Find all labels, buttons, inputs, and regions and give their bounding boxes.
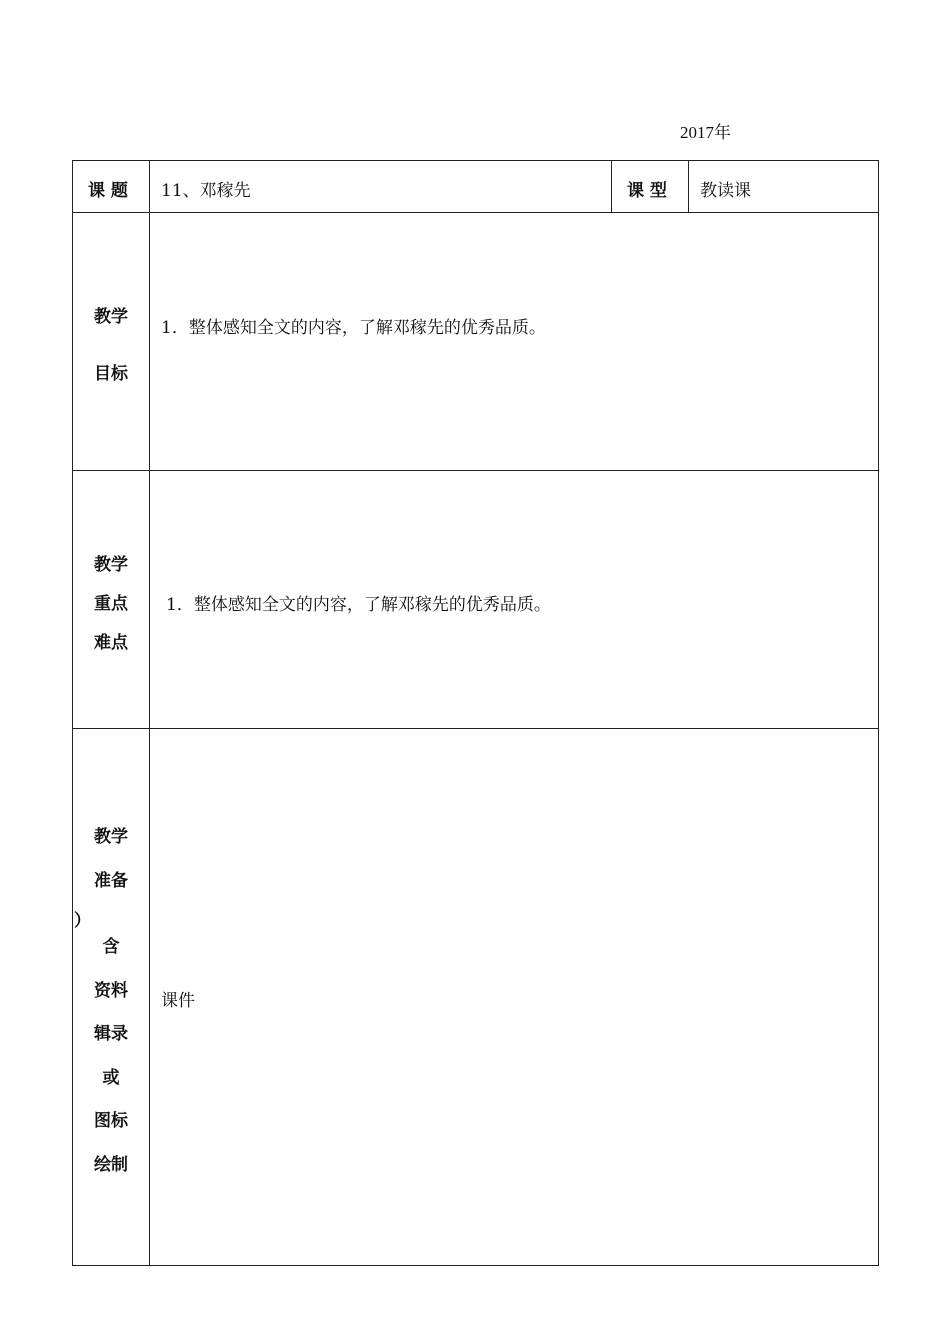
preparation-label-line: 资料 [94, 981, 128, 1001]
table-column-divider-type-label [611, 160, 612, 213]
preparation-label-paren: ） [74, 911, 91, 931]
key-points-label-line: 重点 [94, 594, 128, 614]
table-row-divider-3 [72, 728, 879, 729]
topic-label: 课 题 [88, 181, 128, 201]
table-row-divider-2 [72, 470, 879, 471]
preparation-label-line: 辑录 [94, 1024, 128, 1044]
key-points-label-line: 难点 [94, 633, 128, 653]
key-points-label-line: 教学 [94, 555, 128, 575]
type-label: 课 型 [627, 181, 667, 201]
table-border-bottom [72, 1265, 879, 1266]
preparation-content: 课件 [161, 991, 195, 1011]
objectives-label-line: 目标 [94, 364, 128, 384]
year-label: 2017年 [680, 123, 731, 142]
type-value: 教读课 [700, 181, 751, 201]
preparation-label-line: 教学 [94, 827, 128, 847]
preparation-label-line: 绘制 [94, 1155, 128, 1175]
table-border-right [878, 160, 879, 1266]
preparation-label-line: 准备 [94, 871, 128, 891]
preparation-label-line: 图标 [94, 1111, 128, 1131]
table-row-divider-1 [72, 212, 879, 213]
objectives-label-line: 教学 [94, 307, 128, 327]
table-border-top [72, 160, 879, 161]
objectives-content: 1．整体感知全文的内容，了解邓稼先的优秀品质。 [161, 318, 546, 338]
preparation-label-line: 或 [102, 1068, 120, 1088]
topic-value: 11、邓稼先 [161, 181, 251, 201]
key-points-content: 1．整体感知全文的内容，了解邓稼先的优秀品质。 [166, 595, 551, 615]
preparation-label-line: 含 [102, 937, 120, 957]
table-column-divider-type-value [688, 160, 689, 213]
